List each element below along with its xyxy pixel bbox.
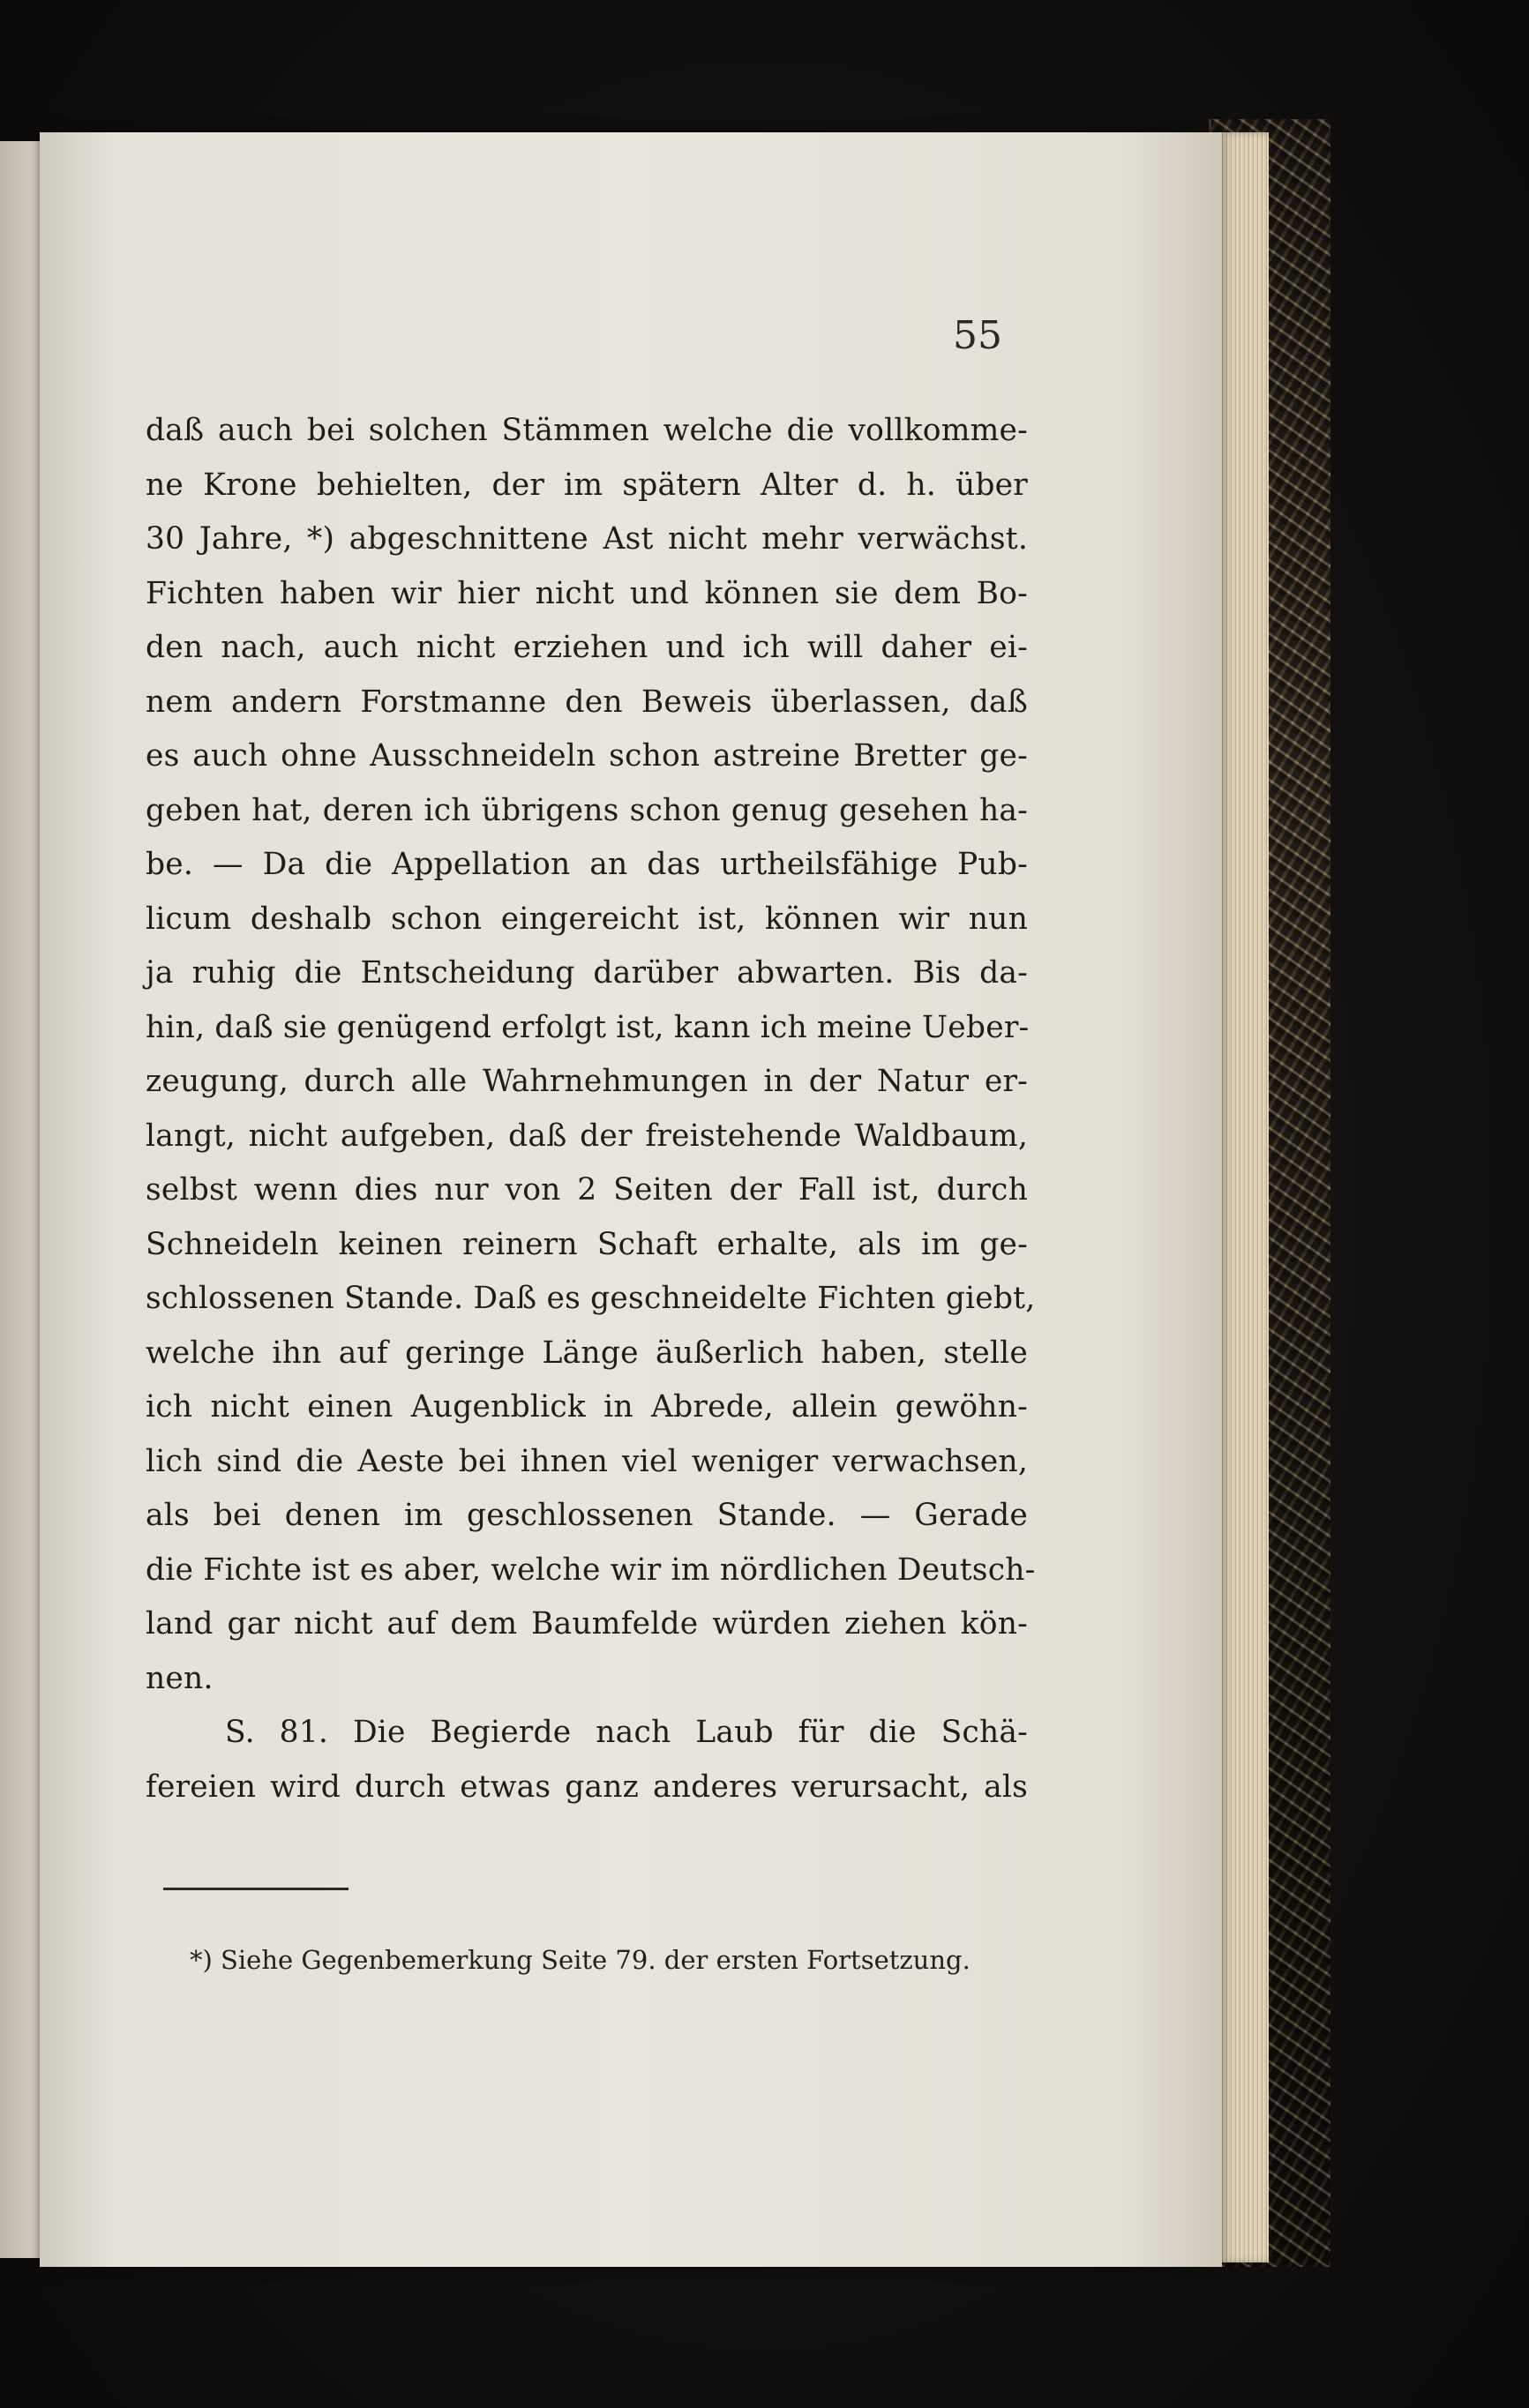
body-text [146, 404, 1036, 1814]
text-line: es auch ohne Ausschneideln schon astreine Bretter ge- [146, 738, 1028, 774]
page-number: 55 [953, 313, 1002, 358]
text-line: licum deshalb schon eingereicht ist, können wir nun [146, 901, 1028, 937]
text-line: land gar nicht auf dem Baumfelde würden ziehen kön- [146, 1606, 1028, 1641]
text-line: selbst wenn dies nur von 2 Seiten der Fall ist, durch [146, 1172, 1028, 1208]
text-line: lich sind die Aeste bei ihnen viel weniger verwachsen, [146, 1443, 1028, 1479]
text-line: be. — Da die Appellation an das urtheilsfähige Pub- [146, 847, 1028, 882]
text-line: welche ihn auf geringe Länge äußerlich haben, stelle [146, 1335, 1028, 1371]
footnote-divider [163, 1888, 349, 1890]
text-line: langt, nicht aufgeben, daß der freistehende Waldbaum, [146, 1118, 1028, 1154]
text-line: schlossenen Stande. Daß es geschneidelte Fichten giebt, [146, 1281, 1036, 1316]
text-line: zeugung, durch alle Wahrnehmungen in der Natur er- [146, 1064, 1028, 1099]
text-line: ich nicht einen Augenblick in Abrede, allein gewöhn- [146, 1389, 1028, 1425]
text-line: 30 Jahre, *) abgeschnittene Ast nicht mehr verwächst. [146, 521, 1028, 557]
text-line: ne Krone behielten, der im spätern Alter d. h. über [146, 467, 1028, 503]
text-line: die Fichte ist es aber, welche wir im nördlichen Deutsch- [146, 1552, 1036, 1588]
text-line: ja ruhig die Entscheidung darüber abwarten. Bis da- [146, 955, 1028, 991]
text-line: fereien wird durch etwas ganz anderes verursacht, als [146, 1769, 1028, 1805]
section-heading-line: S. 81. Die Begierde nach Laub für die Schä- [225, 1715, 1028, 1750]
footnote: *) Siehe Gegenbemerkung Seite 79. der ersten Fortsetzung. [190, 1945, 971, 1975]
text-line: als bei denen im geschlossenen Stande. — Gerade [146, 1498, 1028, 1533]
text-line: Fichten haben wir hier nicht und können sie dem Bo- [146, 575, 1028, 611]
text-line: daß auch bei solchen Stämmen welche die vollkomme- [146, 413, 1028, 448]
text-line: Schneideln keinen reinern Schaft erhalte, als im ge- [146, 1226, 1028, 1262]
text-line: hin, daß sie genügend erfolgt ist, kann ich meine Ueber- [146, 1009, 1030, 1045]
text-line: den nach, auch nicht erziehen und ich will daher ei- [146, 630, 1028, 665]
text-line: geben hat, deren ich übrigens schon genug gesehen ha- [146, 792, 1028, 828]
text-line: nen. [146, 1660, 214, 1696]
text-line: nem andern Forstmanne den Beweis überlassen, daß [146, 684, 1028, 720]
